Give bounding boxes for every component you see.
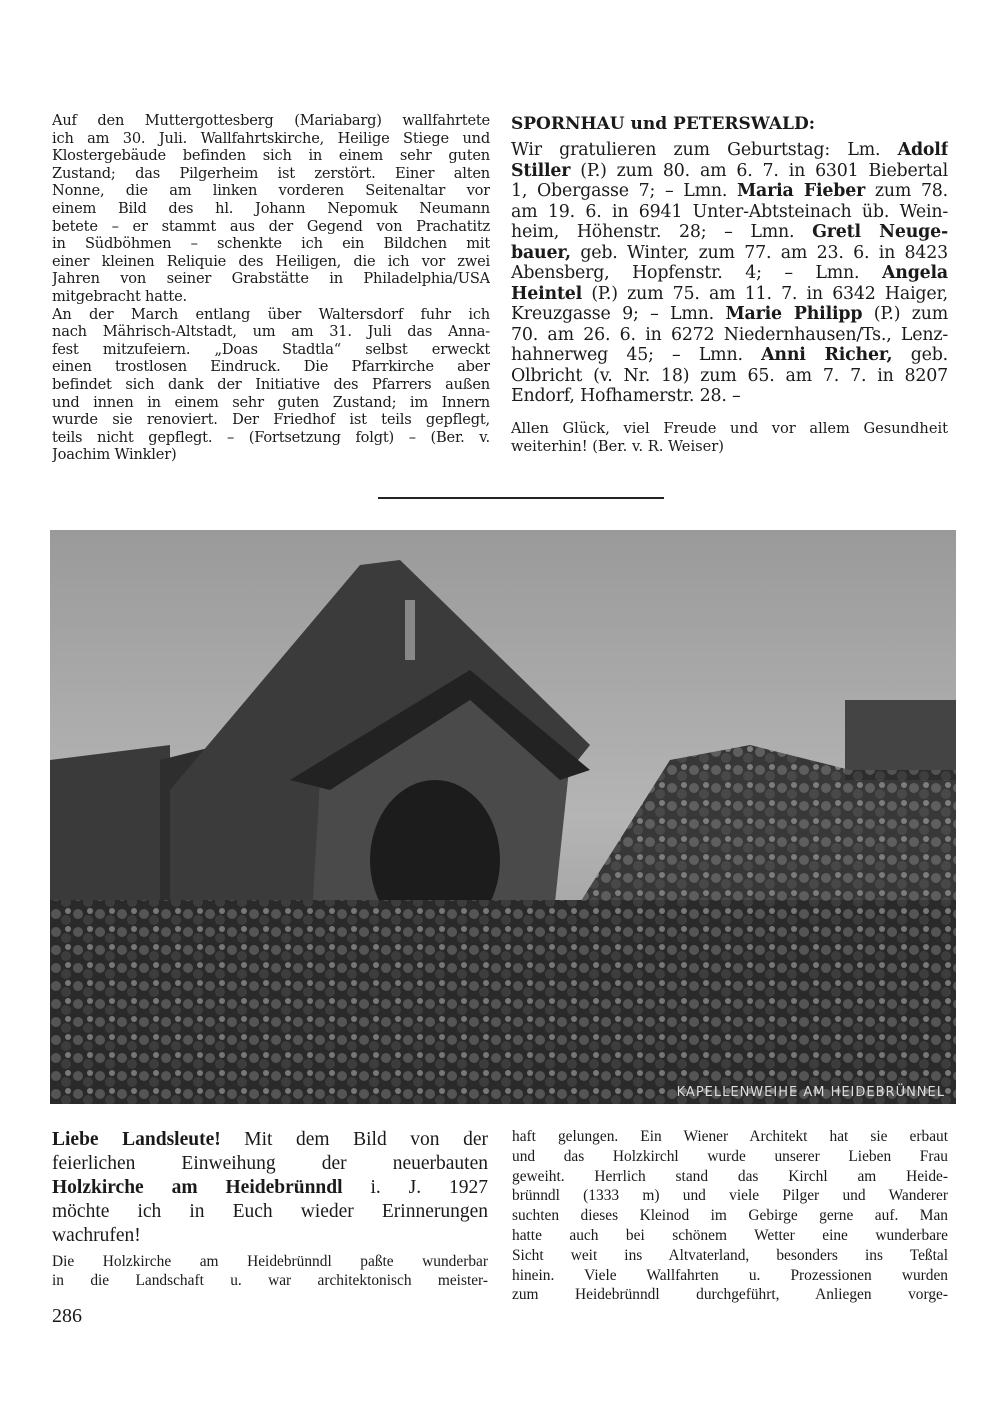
text-line: Kreuzgasse 9; – Lmn. Marie Philipp (P.) zum: [511, 304, 948, 324]
birthday-announcements: [511, 140, 948, 407]
text-line: hinein. Viele Wallfahrten u. Prozessionen wurden: [512, 1266, 948, 1284]
text-line: in die Landschaft u. war architektonisch meister-: [52, 1272, 488, 1289]
text-line: weiterhin! (Ber. v. R. Weiser): [511, 438, 724, 455]
photo-caption: KAPELLENWEIHE AM HEIDEBRÜNNEL: [676, 1085, 945, 1100]
text-line: und das Holzkirchl wurde unserer Lieben Frau: [512, 1147, 948, 1165]
divider-rule: [378, 497, 664, 499]
text-line: Die Holzkirche am Heidebrünndl paßte wunderbar: [52, 1253, 488, 1270]
left-column-article: [52, 112, 490, 464]
closing-greeting: [511, 420, 948, 456]
text-line: hatte auch bei schönem Wetter eine wunderbare: [512, 1226, 948, 1244]
text-line: und innen in einem sehr guten Zustand; im Innern: [52, 393, 490, 411]
text-line: feierlichen Einweihung der neuerbauten: [52, 1153, 488, 1174]
photo-caption-intro: [52, 1128, 488, 1248]
text-line: haft gelungen. Ein Wiener Architekt hat sie erbaut: [512, 1128, 948, 1145]
section-heading: SPORNHAU und PETERSWALD:: [511, 114, 815, 134]
text-line: Klostergebäude befinden sich in einem sehr guten: [52, 147, 490, 165]
text-line: befindet sich dank der Initiative des Pfarrers außen: [52, 375, 490, 393]
text-line: Olbricht (v. Nr. 18) zum 65. am 7. 7. in 8207: [511, 365, 948, 386]
text-line: nach Mährisch-Altstadt, um am 31. Juli das Anna-: [52, 323, 490, 341]
text-line: wachrufen!: [52, 1225, 141, 1246]
text-line: Sicht weit ins Altvaterland, besonders ins Teßtal: [512, 1246, 948, 1264]
text-line: Allen Glück, viel Freude und vor allem Gesundheit: [511, 420, 948, 437]
text-line: Endorf, Hofhamerstr. 28. –: [511, 386, 741, 406]
text-line: Liebe Landsleute! Mit dem Bild von der: [52, 1129, 488, 1150]
text-line: Auf den Muttergottesberg (Mariabarg) wallfahrtete: [52, 112, 490, 129]
text-line: Heintel (P.) zum 75. am 11. 7. in 6342 Haiger,: [511, 283, 948, 304]
text-line: am 19. 6. in 6941 Unter-Abtsteinach üb. Wein-: [511, 201, 948, 222]
photo-caption-text-right: [512, 1127, 948, 1305]
text-line: zum Heidebrünndl durchgeführt, Anliegen vorge-: [512, 1286, 948, 1304]
text-line: ich am 30. Juli. Wallfahrtskirche, Heilige Stiege und: [52, 129, 490, 147]
text-line: einer kleinen Reliquie des Heiligen, die ich vor zwei: [52, 252, 490, 270]
text-line: Abensberg, Hopfenstr. 4; – Lmn. Angela: [511, 263, 948, 283]
text-line: möchte ich in Euch wieder Erinnerungen: [52, 1201, 488, 1222]
text-line: geweiht. Herrlich stand das Kirchl am Heide-: [512, 1167, 948, 1185]
text-line: Nonne, die am linken vorderen Seitenaltar vor: [52, 182, 490, 200]
text-line: fest mitzufeiern. „Doas Stadtla“ selbst erweckt: [52, 340, 490, 358]
text-line: heim, Höhenstr. 28; – Lmn. Gretl Neuge-: [511, 222, 948, 242]
text-line: in Südböhmen – schenkte ich ein Bildchen mit: [52, 235, 490, 253]
text-line: hahnerweg 45; – Lmn. Anni Richer, geb.: [511, 345, 948, 365]
church-photo: [50, 530, 956, 1104]
text-line: teils nicht gepflegt. – (Fortsetzung folgt) – (Ber. v.: [52, 428, 490, 446]
text-line: betete – er stammt aus der Gegend von Prachatitz: [52, 217, 490, 235]
text-line: Zustand; das Pilgerheim ist zerstört. Einer alten: [52, 164, 490, 182]
text-line: Wir gratulieren zum Geburtstag: Lm. Adolf: [511, 140, 948, 160]
text-line: Holzkirche am Heidebrünndl i. J. 1927: [52, 1177, 488, 1198]
text-line: einen trostlosen Eindruck. Die Pfarrkirche aber: [52, 358, 490, 376]
text-line: Stiller (P.) zum 80. am 6. 7. in 6301 Biebertal: [511, 160, 948, 181]
text-line: brünndl (1333 m) und viele Pilger und Wanderer: [512, 1187, 948, 1205]
photo-caption-text-left: [52, 1252, 488, 1290]
text-line: suchten dieses Kleinod im Gebirge gerne auf. Man: [512, 1207, 948, 1225]
text-line: bauer, geb. Winter, zum 77. am 23. 6. in 8423: [511, 242, 948, 263]
text-line: einem Bild des hl. Johann Nepomuk Neumann: [52, 199, 490, 217]
text-line: An der March entlang über Waltersdorf fuhr ich: [52, 305, 490, 323]
text-line: wurde sie renoviert. Der Friedhof ist teils gepflegt,: [52, 411, 490, 429]
text-line: 70. am 26. 6. in 6272 Niedernhausen/Ts., Lenz-: [511, 324, 948, 345]
photo-image: [50, 530, 956, 1104]
text-line: 1, Obergasse 7; – Lmn. Maria Fieber zum 78.: [511, 181, 948, 201]
page-number: 286: [52, 1305, 82, 1327]
text-line: Joachim Winkler): [52, 446, 177, 464]
text-line: Jahren von seiner Grabstätte in Philadelphia/USA: [52, 270, 490, 288]
text-line: mitgebracht hatte.: [52, 287, 187, 305]
